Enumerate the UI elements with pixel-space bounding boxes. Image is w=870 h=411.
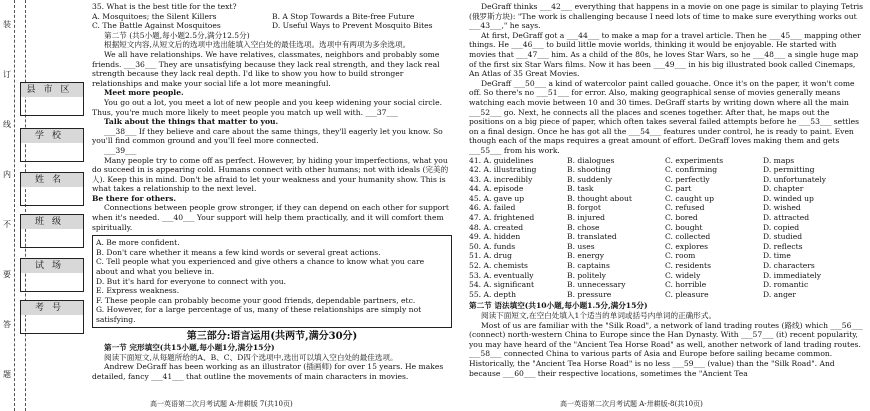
cloze-option: 42. A. illustrating xyxy=(469,165,537,175)
cloze-option: C. residents xyxy=(665,261,712,271)
cloze-option-row xyxy=(469,213,864,223)
right-column xyxy=(469,2,864,378)
binding-margin xyxy=(0,0,90,411)
cloze-option: B. task xyxy=(567,184,594,194)
passage-heading: Be there for others. xyxy=(92,193,177,203)
cloze-option-row xyxy=(469,203,864,213)
cloze-option: C. horrible xyxy=(665,280,707,290)
info-field[interactable] xyxy=(20,172,84,206)
cloze-option-row xyxy=(469,194,864,204)
cloze-option: B. politely xyxy=(567,270,606,280)
option-e: E. Express weakness. xyxy=(96,286,180,296)
cloze-option: 45. A. gave up xyxy=(469,193,525,203)
seal-char: 线 xyxy=(3,120,11,129)
info-field[interactable] xyxy=(20,214,84,248)
q35-options-row1 xyxy=(92,12,452,22)
option-b: B. Don't care whether it means a few kind words or several great actions. xyxy=(96,247,381,257)
cloze-option-row xyxy=(469,261,864,271)
cloze-option: 49. A. hidden xyxy=(469,232,521,242)
cloze-option: 51. A. drug xyxy=(469,251,513,261)
seal-char: 题 xyxy=(3,370,11,379)
cloze-paragraph: Andrew DeGraff has been working as an illustrator (插画师) for over 15 years. He makes detailed, fancy ___41___ that outline the movements of main characters in movies. xyxy=(92,362,444,381)
cloze-paragraph: DeGraff thinks ___42___ everything that happens in a movie on one page is similar to playing Tetris (俄罗斯方块): "The work is challenging because I need lots of time to make sure everything works out ___43___," he says. xyxy=(469,2,864,31)
info-field-label: 学校 xyxy=(21,129,83,143)
cloze-option: D. immediately xyxy=(763,270,822,280)
q35-options-row2 xyxy=(92,21,452,31)
cloze-option: C. caught up xyxy=(665,193,715,203)
cloze-option: D. maps xyxy=(763,155,795,165)
cloze-option-row xyxy=(469,271,864,281)
passage-paragraph: You go out a lot, you meet a lot of new people and you keep widening your social circle. Thus, you're much more likely to meet people you match up well with. ___37___ xyxy=(92,97,442,117)
part3-title: 第三部分:语言运用(共两节,满分30分) xyxy=(186,330,358,342)
passage-paragraph: ___38___ If they believe and care about the same things, they'll eagerly let you know. So you'll find common ground and you'll feel more connected. xyxy=(92,126,443,146)
page-footer-right: 高一英语第二次月考试题 A-卅耕版-8(共10页) xyxy=(560,400,703,408)
grammar-paragraph: Most of us are familiar with the "Silk Road", a network of land trading routes (路线) which ___56___ (connect) north-western China to Europe since the Han Dynasty. With ___57___ (it) recent popularity, you may have heard of the "Ancient Tea Horse Road" as well, another network of land trading routes. ___58___ connected China to various parts of Asia and Europe before sailing became common. Historically, the "Ancient Tea Horse Road" is no less ___59___ (value) than the "Silk Road". And because ___60___ their respective locations, sometimes the "Ancient Tea xyxy=(469,320,863,378)
cloze-options-table xyxy=(469,156,864,300)
info-field-label: 姓名 xyxy=(21,173,83,187)
passage-heading: Talk about the things that matter to you. xyxy=(104,117,279,127)
passage-blank-39: ___39___ xyxy=(104,145,137,155)
cloze-paragraph: At first, DeGraff got a ___44___ to make a map for a travel article. Then he ___45___ mapping other things. He ___46___ to build little movie worlds, thinking it would be enjoyable. He started with movies that ___47___ him. As a child of the 80s, he loves Star Wars, so he ___48___ a single huge map of the first six Star Wars films. Now it has been ___49___ in his big illustrated book called Cinemaps, An Atlas of 35 Great Movies. xyxy=(469,30,861,79)
option-f: F. These people can probably become your good friends, dependable partners, etc. xyxy=(96,295,416,305)
seal-char: 要 xyxy=(3,270,11,279)
info-field[interactable] xyxy=(20,258,84,292)
passage-heading: Meet more people. xyxy=(104,88,184,98)
cloze-option: B. dialogues xyxy=(567,155,615,165)
cloze-option: D. wished xyxy=(763,203,801,213)
seal-char: 装 xyxy=(3,20,11,29)
option-g: G. However, for a large percentage of us, many of these relationships are simply not satisfying. xyxy=(96,305,422,324)
cloze-option: D. chapter xyxy=(763,184,804,194)
cloze-option: B. suddenly xyxy=(567,174,613,184)
cloze-option: B. injured xyxy=(567,213,605,223)
cloze-option: C. bought xyxy=(665,222,703,232)
cloze-option-row xyxy=(469,165,864,175)
cloze-option: D. reflects xyxy=(763,241,803,251)
cloze-option: B. shooting xyxy=(567,165,611,175)
seal-char: 不 xyxy=(3,220,11,229)
question-35: 35. What is the best title for the text? xyxy=(92,2,237,11)
cloze-option: 50. A. funds xyxy=(469,241,516,251)
cloze-option: 46. A. failed xyxy=(469,203,516,213)
cloze-option-row xyxy=(469,175,864,185)
cloze-option: C. room xyxy=(665,251,696,261)
cloze-option: B. pressure xyxy=(567,289,612,299)
cloze-option: C. pleasure xyxy=(665,289,709,299)
cloze-option: B. uses xyxy=(567,241,595,251)
info-field[interactable] xyxy=(20,300,84,334)
binding-line xyxy=(14,0,15,411)
cloze-option: B. captains xyxy=(567,261,610,271)
cloze-option: B. translated xyxy=(567,232,617,242)
cloze-option: C. widely xyxy=(665,270,701,280)
cloze-option: B. unnecessary xyxy=(567,280,626,290)
q35-option-b: B. A Stop Towards a Bite-free Future xyxy=(272,11,415,21)
seal-char: 内 xyxy=(3,170,11,179)
cloze-option-row xyxy=(469,242,864,252)
cloze-option: C. refused xyxy=(665,203,705,213)
info-field-label: 班级 xyxy=(21,215,83,229)
cloze-option: B. forgot xyxy=(567,203,601,213)
cloze-option: C. experiments xyxy=(665,155,724,165)
option-c: C. Tell people what you experienced and give others a chance to know what you care about and what you believe in. xyxy=(96,257,425,277)
cloze-option: 55. A. depth xyxy=(469,289,516,299)
cloze-option: D. copied xyxy=(763,222,800,232)
page-footer-left: 高一英语第二次月考试题 A-卅耕版 7(共10页) xyxy=(150,400,293,408)
section2-title: 第二节 (共5小题,每小题2.5分,满分12.5分) xyxy=(104,30,250,40)
cloze-option: D. anger xyxy=(763,289,797,299)
left-column xyxy=(92,2,452,382)
cloze-option: C. confirming xyxy=(665,165,718,175)
grammar-title: 第二节 语法填空(共10小题,每小题1.5分,满分15分) xyxy=(469,301,648,311)
cloze-option: D. romantic xyxy=(763,280,809,290)
q35-option-d: D. Useful Ways to Prevent Mosquito Bites xyxy=(272,21,433,31)
cloze-option: B. energy xyxy=(567,251,605,261)
cloze-option: B. thought about xyxy=(567,193,632,203)
cloze-option: C. perfectly xyxy=(665,174,710,184)
grammar-instructions: 阅读下面短文,在空白处填入1个适当的单词或括号内单词的正确形式。 xyxy=(481,311,717,320)
cloze-option-row xyxy=(469,280,864,290)
cloze-option: 47. A. frightened xyxy=(469,213,535,223)
cloze-option: C. collected xyxy=(665,232,711,242)
info-field[interactable] xyxy=(20,82,84,116)
cloze-option: D. studied xyxy=(763,232,803,242)
cloze-option-row xyxy=(469,232,864,242)
cloze-option: C. explores xyxy=(665,241,709,251)
seal-char: 答 xyxy=(3,320,11,329)
option-a: A. Be more confident. xyxy=(96,238,180,248)
cloze-option-row xyxy=(469,290,864,300)
cloze-option: D. winded up xyxy=(763,193,814,203)
cloze-option: 53. A. eventually xyxy=(469,270,534,280)
cloze-option: 52. A. chemists xyxy=(469,261,528,271)
passage-paragraph: We all have relationships. We have relatives, classmates, neighbors and probably some friends. ___36___ They are unsatisfying because they lack real strength, and they lack real strength because they lack real depth. I'd like to show you how to build stronger relationships and make your social life a lot more meaningful. xyxy=(92,49,440,88)
option-d: D. But it's hard for everyone to connect with you. xyxy=(96,276,287,286)
cloze-option: D. characters xyxy=(763,261,815,271)
cloze-option-row xyxy=(469,223,864,233)
cloze-option: D. attracted xyxy=(763,213,810,223)
cloze-option: 48. A. created xyxy=(469,222,524,232)
cloze-option: D. time xyxy=(763,251,791,261)
cloze-option-row xyxy=(469,156,864,166)
passage-paragraph: Many people try to come off as perfect. However, by hiding your imperfections, what you do succeed in is appearing cold. Humans connect with other humans; not with ideals (完美的人). Keep this in mind. Don't be afraid to let your weakness and your humanity show. This is what takes a relationship to the next level. xyxy=(92,155,449,194)
cloze-option: B. chose xyxy=(567,222,600,232)
cloze-option: 41. A. guidelines xyxy=(469,155,534,165)
cloze-option: 54. A. significant xyxy=(469,280,535,290)
cloze-option-row xyxy=(469,251,864,261)
q35-option-c: C. The Battle Against Mosquitoes xyxy=(92,21,221,31)
options-box xyxy=(92,235,452,327)
cloze-option: D. unfortunately xyxy=(763,174,827,184)
cloze-option: 43. A. incredibly xyxy=(469,174,533,184)
cloze-instructions: 阅读下面短文,从每题所给的A、B、C、D四个选项中,选出可以填入空白处的最佳选项。 xyxy=(104,352,398,362)
q35-option-a: A. Mosquitoes; the Silent Killers xyxy=(92,11,217,21)
section2-instructions: 根据短文内容,从短文后的选项中选出能填入空白处的最佳选项。选项中有两项为多余选项。 xyxy=(104,40,411,50)
cloze-option: C. bored xyxy=(665,213,698,223)
info-field-label: 试场 xyxy=(21,259,83,273)
cloze-paragraph: DeGraff ___50___ a kind of watercolor paint called gouache. Once it's on the paper, it won't come off. So there's no ___51___ for error. Also, making geographical sense of movies generally means watching each movie between 10 and 30 times. DeGraff starts by writing down where all the main ___52___ go. Next, he connects all the places and scenes together. After that, he maps out the positions on a big piece of paper, which often takes several failed attempts before he ___53___ settles on a final design. Once he has got all the ___54___ features under control, he is ready to paint. Even though each of the maps requires a great amount of effort. DeGraff loves making them and gets ___55___ from his work. xyxy=(469,78,860,155)
cloze-title: 第一节 完形填空(共15小题,每小题1分,满分15分) xyxy=(104,343,275,353)
cloze-option: 44. A. episode xyxy=(469,184,524,194)
info-field-label: 考号 xyxy=(21,301,83,315)
info-field[interactable] xyxy=(20,128,84,162)
passage-paragraph: Connections between people grow stronger, if they can depend on each other for support when it's needed. ___40___ Your support will help them practically, and it will comfort them spiritually. xyxy=(92,203,449,232)
cloze-option-row xyxy=(469,184,864,194)
seal-char: 订 xyxy=(3,70,11,79)
info-field-label: 县市区 xyxy=(21,83,83,97)
cloze-option: C. part xyxy=(665,184,692,194)
cloze-option: D. permitting xyxy=(763,165,815,175)
